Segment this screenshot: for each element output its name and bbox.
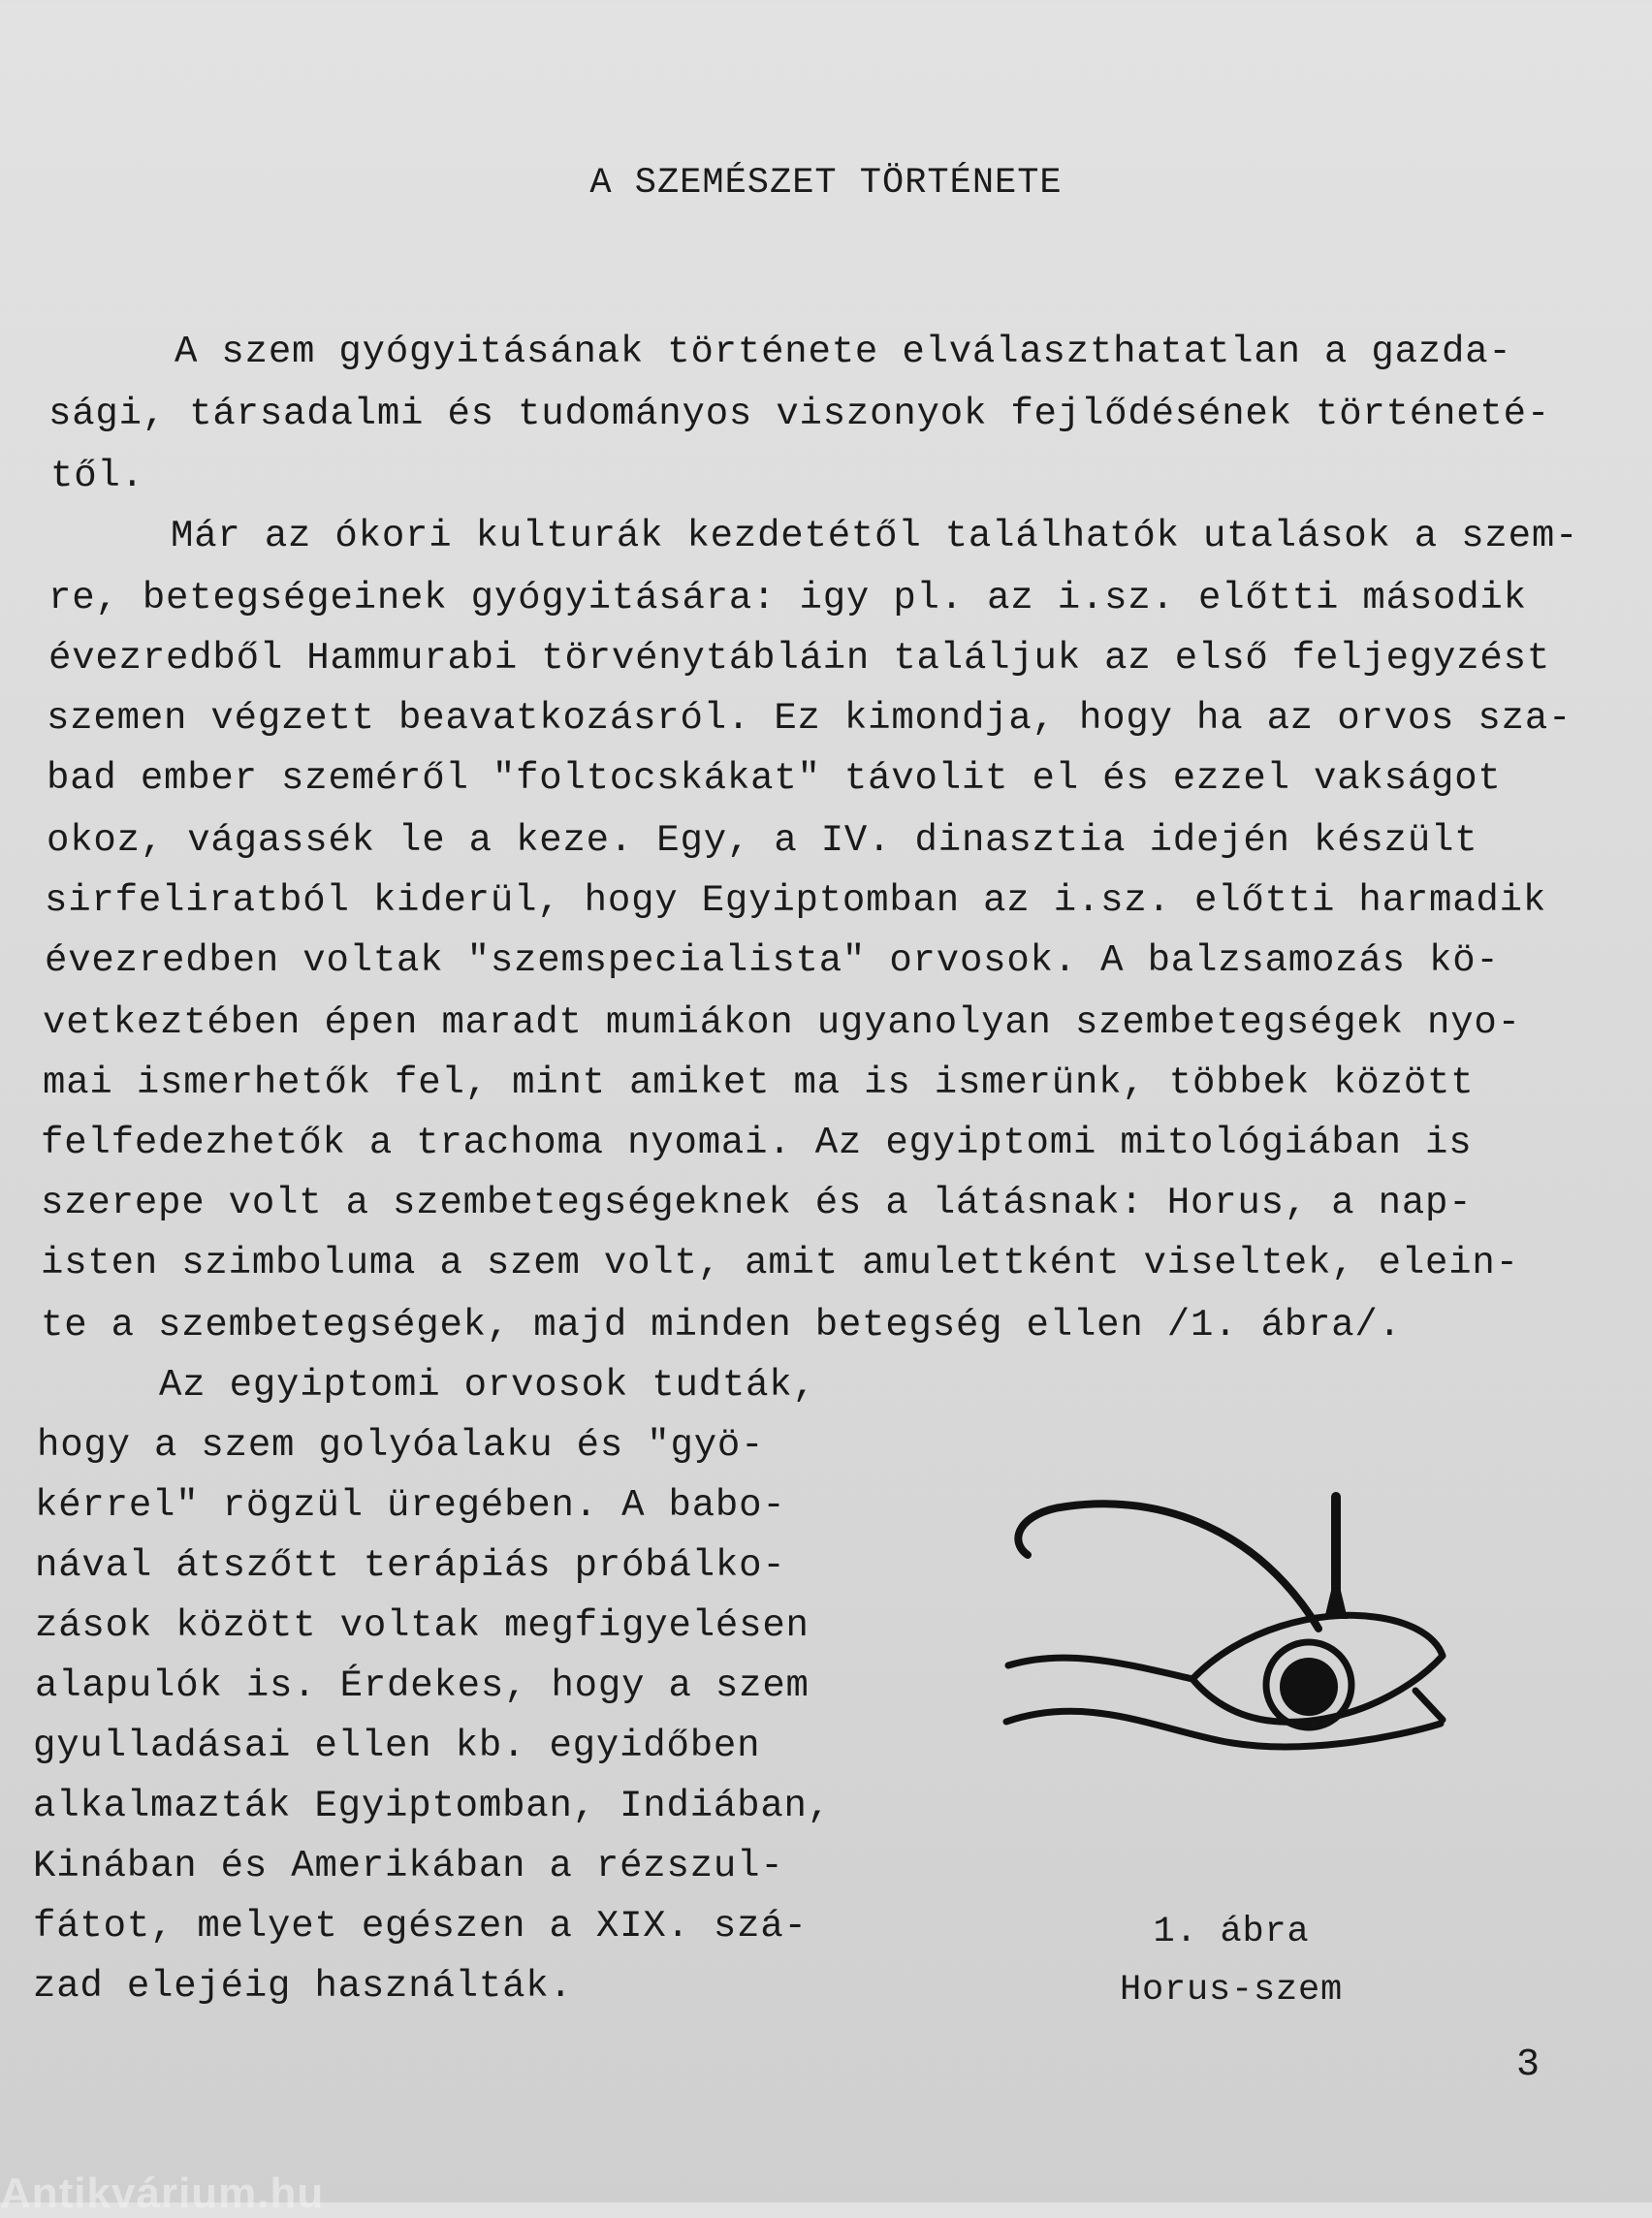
text-line: alapulók is. Érdekes, hogy a szem xyxy=(35,1664,810,1707)
page-number: 3 xyxy=(1516,2044,1541,2087)
text-line: sági, társadalmi és tudományos viszonyok fejlődésének történeté- xyxy=(48,393,1551,435)
text-line: alkalmazták Egyiptomban, Indiában, xyxy=(33,1785,831,1827)
text-line: zások között voltak megfigyelésen xyxy=(35,1604,810,1647)
text-line: Az egyiptomi orvosok tudták, xyxy=(159,1364,816,1407)
text-line: fátot, melyet egészen a XIX. szá- xyxy=(33,1905,808,1948)
horus-eye-figure xyxy=(989,1473,1474,1764)
text-line: évezredből Hammurabi törvénytábláin találjuk az első feljegyzést xyxy=(48,637,1551,680)
watermark: Antikvárium.hu xyxy=(0,2170,325,2217)
figure-caption-number: 1. ábra xyxy=(1153,1912,1310,1952)
text-line: felfedezhetők a trachoma nyomai. Az egyiptomi mitológiában is xyxy=(41,1122,1473,1164)
text-line: től. xyxy=(50,455,144,497)
horus-eye-icon xyxy=(989,1473,1474,1764)
text-line: mai ismerhetők fel, mint amiket ma is ismerünk, többek között xyxy=(43,1061,1475,1104)
text-line: szerepe volt a szembetegségeknek és a látásnak: Horus, a nap- xyxy=(41,1182,1473,1224)
text-line: vetkeztében épen maradt mumiákon ugyanolyan szembetegségek nyo- xyxy=(43,1001,1521,1044)
text-line: okoz, vágassék le a keze. Egy, a IV. dinasztia idején készült xyxy=(47,819,1478,862)
text-line: Már az ókori kulturák kezdetétől találhatók utalások a szem- xyxy=(171,515,1579,557)
text-line: gyulladásai ellen kb. egyidőben xyxy=(33,1725,761,1767)
text-line: Kinában és Amerikában a rézszul- xyxy=(33,1845,784,1887)
text-line: re, betegségeinek gyógyitására: igy pl. az i.sz. előtti második xyxy=(48,577,1527,619)
page-title: A SZEMÉSZET TÖRTÉNETE xyxy=(589,163,1063,204)
text-line: kérrel" rögzül üregében. A babo- xyxy=(35,1484,786,1527)
text-line: nával átszőtt terápiás próbálko- xyxy=(35,1544,786,1587)
text-line: évezredben voltak "szemspecialista" orvosok. A balzsamozás kö- xyxy=(45,939,1500,982)
text-line: szemen végzett beavatkozásról. Ez kimondja, hogy ha az orvos sza- xyxy=(47,697,1573,740)
text-line: A szem gyógyitásának története elválaszthatatlan a gazda- xyxy=(175,331,1512,373)
text-line: sirfeliratból kiderül, hogy Egyiptomban az i.sz. előtti harmadik xyxy=(45,879,1547,922)
text-line: bad ember szeméről "foltocskákat" távolit el és ezzel vakságot xyxy=(47,757,1502,800)
text-line: isten szimboluma a szem volt, amit amulettként viseltek, elein- xyxy=(41,1242,1519,1284)
text-line: hogy a szem golyóalaku és "gyö- xyxy=(37,1424,765,1467)
figure-caption-title: Horus-szem xyxy=(1119,1970,1344,2011)
text-line: zad elejéig használták. xyxy=(33,1965,573,2008)
text-line: te a szembetegségek, majd minden betegség ellen /1. ábra/. xyxy=(41,1304,1402,1347)
